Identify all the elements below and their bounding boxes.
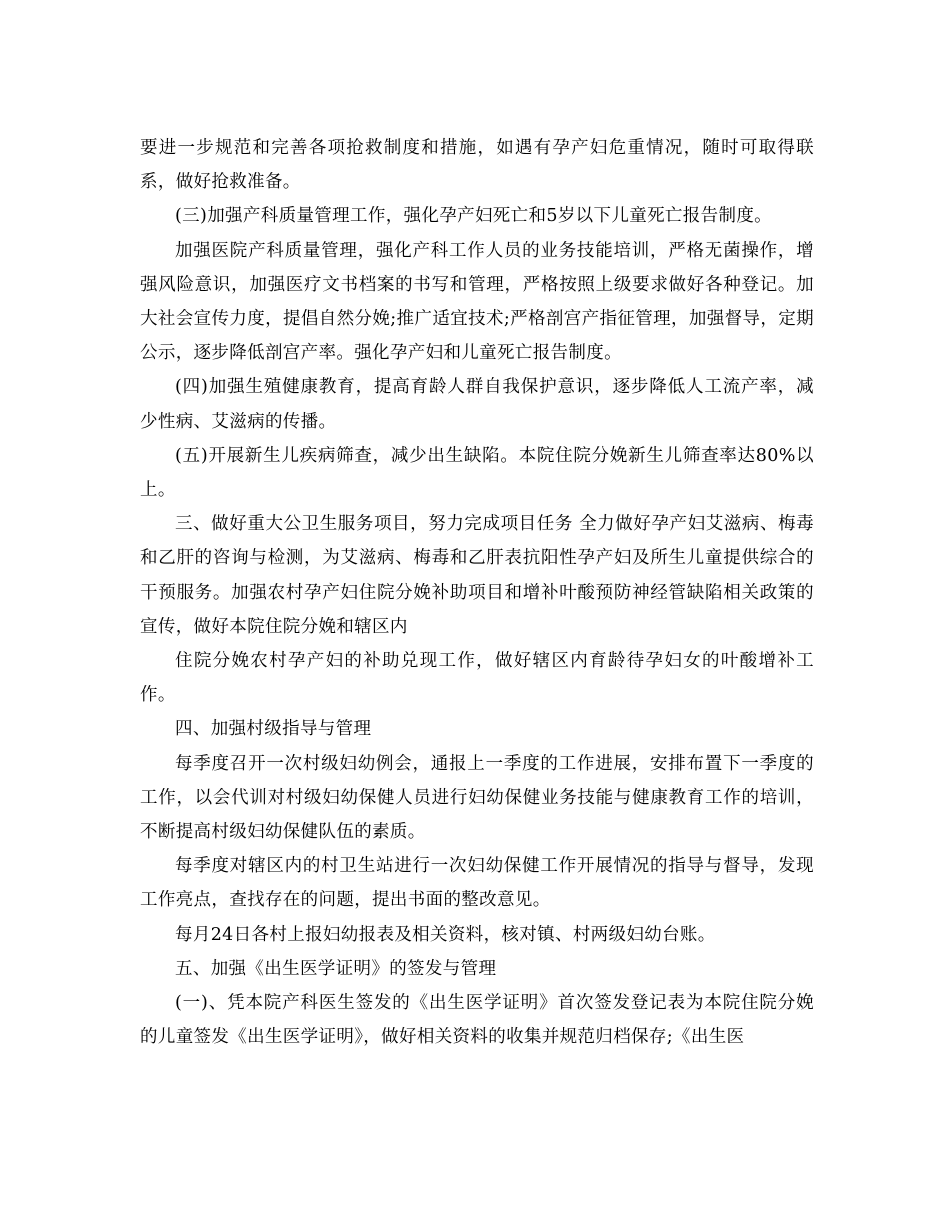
paragraph-6: 三、做好重大公卫生服务项目，努力完成项目任务 全力做好孕产妇艾滋病、梅毒和乙肝的咨询与检测，为艾滋病、梅毒和乙肝表抗阳性孕产妇及所生儿童提供综合的干预服务。加强农村孕产妇住院分娩补助项目和增补叶酸预防神经管缺陷相关政策的宣传，做好本院住院分娩和辖区内 <box>140 514 814 637</box>
paragraph-11: 每月24日各村上报妇幼报表及相关资料，核对镇、村两级妇幼台账。 <box>175 924 716 945</box>
paragraph-2: (三)加强产科质量管理工作，强化孕产妇死亡和5岁以下儿童死亡报告制度。 <box>175 206 773 227</box>
paragraph-13: (一)、凭本院产科医生签发的《出生医学证明》首次签发登记表为本院住院分娩的儿童签发《出生医学证明》，做好相关资料的收集并规范归档保存;《出生医 <box>140 993 814 1048</box>
section-heading-birth-certificate: 五、加强《出生医学证明》的签发与管理 <box>175 958 497 979</box>
paragraph-3: 加强医院产科质量管理，强化产科工作人员的业务技能培训，严格无菌操作，增强风险意识，加强医疗文书档案的书写和管理，严格按照上级要求做好各种登记。加大社会宣传力度，提倡自然分娩;推广适宜技术;严格剖宫产指征管理，加强督导，定期公示，逐步降低剖宫产率。强化孕产妇和儿童死亡报告制度。 <box>140 240 814 364</box>
paragraph-1: 要进一步规范和完善各项抢救制度和措施，如遇有孕产妇危重情况，随时可取得联系，做好抢救准备。 <box>140 138 814 193</box>
paragraph-5: (五)开展新生儿疾病筛查，减少出生缺陷。本院住院分娩新生儿筛查率达80%以上。 <box>140 445 814 501</box>
paragraph-4: (四)加强生殖健康教育，提高育龄人群自我保护意识，逐步降低人工流产率，减少性病、艾滋病的传播。 <box>140 377 814 432</box>
paragraph-7: 住院分娩农村孕产妇的补助兑现工作，做好辖区内育龄待孕妇女的叶酸增补工作。 <box>140 651 814 706</box>
section-heading-village-guidance: 四、加强村级指导与管理 <box>175 719 372 740</box>
paragraph-9: 每季度召开一次村级妇幼例会，通报上一季度的工作进展，安排布置下一季度的工作，以会代训对村级妇幼保健人员进行妇幼保健业务技能与健康教育工作的培训，不断提高村级妇幼保健队伍的素质。 <box>140 753 814 843</box>
document-body <box>140 131 814 1054</box>
paragraph-10: 每季度对辖区内的村卫生站进行一次妇幼保健工作开展情况的指导与督导，发现工作亮点，查找存在的问题，提出书面的整改意见。 <box>140 856 814 911</box>
